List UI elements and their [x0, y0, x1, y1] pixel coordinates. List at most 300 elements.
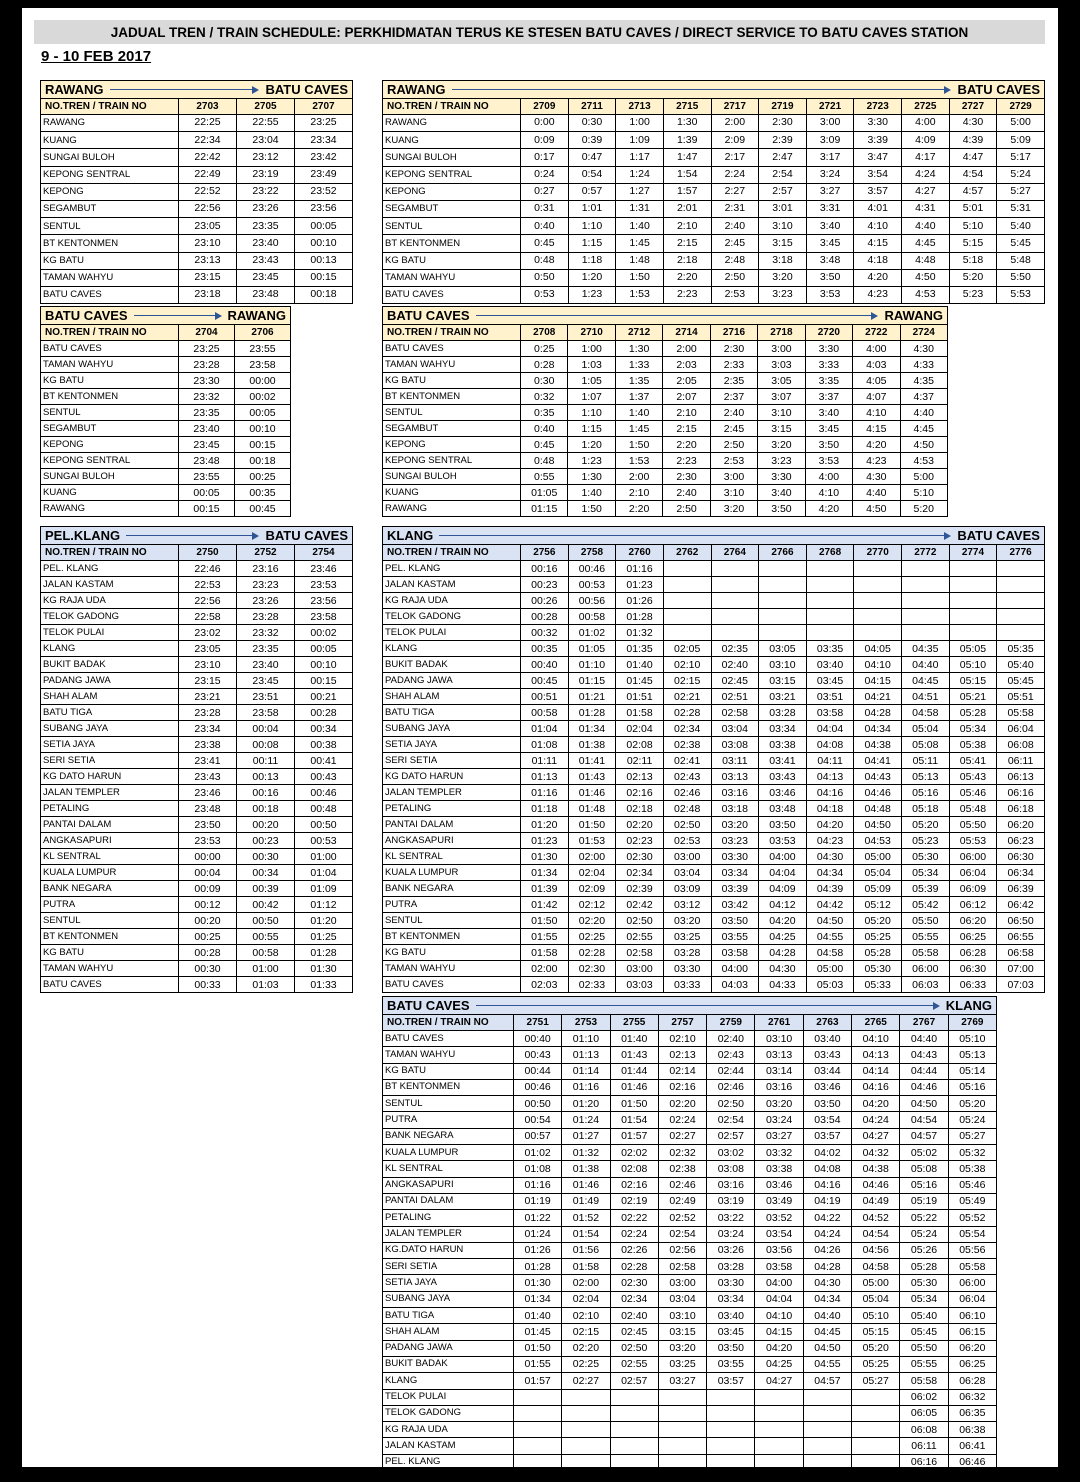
- departure-time: 23:53: [295, 577, 353, 593]
- departure-time: 04:48: [854, 801, 902, 817]
- route-title-row: [383, 81, 1045, 99]
- table-row: [41, 609, 353, 625]
- departure-time: 04:49: [852, 1193, 900, 1209]
- departure-time: [711, 561, 759, 577]
- page-title: JADUAL TREN / TRAIN SCHEDULE: PERKHIDMATAN TERUS KE STESEN BATU CAVES / DIRECT SERVICE TO BATU CAVES STATION: [34, 20, 1045, 44]
- table-row: [383, 1275, 997, 1291]
- departure-time: 2:39: [759, 132, 807, 149]
- departure-time: 02:33: [568, 977, 616, 993]
- departure-time: 03:35: [806, 641, 854, 657]
- table-row: [41, 641, 353, 657]
- station-name: PADANG JAWA: [41, 673, 179, 689]
- departure-time: 02:43: [663, 769, 711, 785]
- station-name: BANK NEGARA: [383, 881, 521, 897]
- departure-time: 02:43: [707, 1047, 755, 1063]
- departure-time: 04:58: [806, 945, 854, 961]
- departure-time: 03:46: [755, 1177, 803, 1193]
- table-row: [383, 1259, 997, 1275]
- station-name: RAWANG: [41, 115, 179, 132]
- train-number: 2729: [997, 99, 1045, 115]
- departure-time: 05:00: [854, 849, 902, 865]
- station-name: SERI SETIA: [41, 753, 179, 769]
- departure-time: 05:39: [902, 881, 950, 897]
- departure-time: 0:25: [521, 341, 568, 357]
- departure-time: 5:50: [997, 269, 1045, 286]
- departure-time: 00:23: [237, 833, 295, 849]
- table-row: [41, 269, 353, 286]
- departure-time: 2:37: [710, 389, 757, 405]
- departure-time: 1:50: [568, 501, 615, 517]
- departure-time: [514, 1454, 562, 1470]
- departure-time: 01:28: [616, 609, 664, 625]
- station-name: KL SENTRAL: [383, 1161, 514, 1177]
- departure-time: 02:21: [663, 689, 711, 705]
- departure-time: 05:15: [852, 1324, 900, 1340]
- departure-time: 05:12: [854, 897, 902, 913]
- departure-time: 01:20: [295, 913, 353, 929]
- departure-time: 06:28: [948, 1373, 996, 1389]
- departure-time: 05:10: [852, 1308, 900, 1324]
- departure-time: 4:35: [900, 373, 947, 389]
- departure-time: 3:30: [805, 341, 852, 357]
- departure-time: 04:00: [711, 961, 759, 977]
- departure-time: 23:26: [237, 200, 295, 217]
- departure-time: [663, 593, 711, 609]
- departure-time: 01:51: [616, 689, 664, 705]
- departure-time: [663, 625, 711, 641]
- station-name: BANK NEGARA: [41, 881, 179, 897]
- departure-time: 02:27: [562, 1373, 610, 1389]
- departure-time: 05:46: [948, 1177, 996, 1193]
- station-name: KEPONG: [383, 183, 521, 200]
- departure-time: 02:10: [562, 1308, 610, 1324]
- departure-time: 06:46: [948, 1454, 996, 1470]
- departure-time: 5:00: [997, 115, 1045, 132]
- route-title-row: [41, 81, 353, 99]
- departure-time: 02:28: [610, 1259, 658, 1275]
- departure-time: 01:52: [562, 1210, 610, 1226]
- departure-time: 22:56: [179, 200, 237, 217]
- departure-time: 06:11: [997, 753, 1045, 769]
- departure-time: 03:43: [759, 769, 807, 785]
- train-number: 2725: [902, 99, 950, 115]
- departure-time: 02:15: [562, 1324, 610, 1340]
- departure-time: 1:33: [615, 357, 662, 373]
- table-row: [383, 673, 1045, 689]
- departure-time: 02:58: [711, 705, 759, 721]
- table-row: [383, 1193, 997, 1209]
- departure-time: 00:05: [295, 218, 353, 235]
- departure-time: 2:27: [711, 183, 759, 200]
- departure-time: 00:15: [179, 501, 235, 517]
- train-number: 2767: [900, 1015, 948, 1031]
- departure-time: 0:28: [521, 357, 568, 373]
- departure-time: 2:17: [711, 149, 759, 166]
- departure-time: 3:10: [759, 218, 807, 235]
- departure-time: [803, 1454, 851, 1470]
- departure-time: [854, 561, 902, 577]
- table-row: [41, 183, 353, 200]
- departure-time: 03:00: [663, 849, 711, 865]
- departure-time: 23:25: [295, 115, 353, 132]
- departure-time: 03:30: [707, 1275, 755, 1291]
- departure-time: [806, 609, 854, 625]
- departure-time: 4:00: [853, 341, 900, 357]
- train-number-header-row: [41, 99, 353, 115]
- station-name: SENTUL: [41, 913, 179, 929]
- departure-time: 02:10: [658, 1031, 706, 1047]
- departure-time: 2:30: [759, 115, 807, 132]
- station-name: JALAN TEMPLER: [383, 1226, 514, 1242]
- table-row: [383, 235, 1045, 252]
- departure-time: [610, 1438, 658, 1454]
- departure-time: 2:31: [711, 200, 759, 217]
- departure-time: 5:23: [949, 286, 997, 303]
- departure-time: 03:34: [759, 721, 807, 737]
- departure-time: 02:20: [562, 1340, 610, 1356]
- departure-time: 2:00: [663, 341, 710, 357]
- departure-time: 03:28: [663, 945, 711, 961]
- table-row: [383, 485, 948, 501]
- departure-time: 1:53: [615, 453, 662, 469]
- departure-time: 01:05: [568, 641, 616, 657]
- departure-time: 23:48: [179, 453, 235, 469]
- departure-time: 2:50: [663, 501, 710, 517]
- departure-time: 1:40: [615, 405, 662, 421]
- table-row: [383, 753, 1045, 769]
- departure-time: 4:18: [854, 252, 902, 269]
- departure-time: 02:30: [610, 1275, 658, 1291]
- departure-time: 01:27: [562, 1128, 610, 1144]
- departure-time: 3:54: [854, 166, 902, 183]
- departure-time: 03:02: [707, 1145, 755, 1161]
- departure-time: 5:53: [997, 286, 1045, 303]
- departure-time: 3:57: [854, 183, 902, 200]
- route-destination: BATU CAVES: [265, 528, 349, 543]
- departure-time: 2:24: [711, 166, 759, 183]
- departure-time: 05:04: [854, 865, 902, 881]
- departure-time: 4:30: [949, 115, 997, 132]
- departure-time: 03:28: [759, 705, 807, 721]
- departure-time: 03:16: [707, 1177, 755, 1193]
- table-row: [41, 977, 353, 993]
- train-number: 2711: [568, 99, 616, 115]
- departure-time: 04:46: [854, 785, 902, 801]
- departure-time: 2:45: [711, 235, 759, 252]
- departure-time: 02:42: [616, 897, 664, 913]
- departure-time: 01:03: [237, 977, 295, 993]
- departure-time: 00:50: [295, 817, 353, 833]
- train-number: 2760: [616, 545, 664, 561]
- departure-time: 4:40: [853, 485, 900, 501]
- departure-time: 04:25: [755, 1356, 803, 1372]
- departure-time: 1:53: [616, 286, 664, 303]
- departure-time: 4:37: [900, 389, 947, 405]
- table-row: [383, 286, 1045, 303]
- departure-time: [759, 609, 807, 625]
- departure-time: 0:30: [521, 373, 568, 389]
- departure-time: 02:49: [658, 1193, 706, 1209]
- departure-time: 3:47: [854, 149, 902, 166]
- departure-time: 1:35: [615, 373, 662, 389]
- departure-time: 02:34: [610, 1291, 658, 1307]
- departure-time: 23:34: [179, 721, 237, 737]
- departure-time: 23:45: [237, 673, 295, 689]
- departure-time: 3:35: [805, 373, 852, 389]
- departure-time: 22:49: [179, 166, 237, 183]
- departure-time: 0:09: [521, 132, 569, 149]
- departure-time: 04:26: [803, 1242, 851, 1258]
- departure-time: 04:56: [852, 1242, 900, 1258]
- table-row: [383, 269, 1045, 286]
- departure-time: 00:11: [237, 753, 295, 769]
- table-row: [383, 1454, 997, 1470]
- train-number: 2761: [755, 1015, 803, 1031]
- station-name: TELOK GADONG: [383, 609, 521, 625]
- departure-time: 03:40: [806, 657, 854, 673]
- departure-time: 02:25: [568, 929, 616, 945]
- train-number: 2721: [806, 99, 854, 115]
- table-row: [383, 373, 948, 389]
- station-name: TAMAN WAHYU: [383, 357, 521, 373]
- departure-time: 04:50: [806, 913, 854, 929]
- arrow-right-icon: [476, 1001, 940, 1011]
- departure-time: 05:58: [902, 945, 950, 961]
- station-name: BATU CAVES: [41, 977, 179, 993]
- table-row: [41, 881, 353, 897]
- departure-time: 02:11: [616, 753, 664, 769]
- departure-time: 00:09: [179, 881, 237, 897]
- departure-time: 04:15: [755, 1324, 803, 1340]
- departure-time: 03:20: [711, 817, 759, 833]
- departure-time: [806, 593, 854, 609]
- train-number: 2776: [997, 545, 1045, 561]
- station-name: KEPONG: [41, 183, 179, 200]
- table-row: [383, 689, 1045, 705]
- departure-time: 01:43: [610, 1047, 658, 1063]
- departure-time: 1:10: [568, 218, 616, 235]
- table-row: [383, 1112, 997, 1128]
- departure-time: 02:40: [610, 1308, 658, 1324]
- departure-time: 3:37: [805, 389, 852, 405]
- table-row: [383, 1128, 997, 1144]
- train-number: 2757: [658, 1015, 706, 1031]
- station-name: BATU TIGA: [41, 705, 179, 721]
- departure-time: 5:20: [949, 269, 997, 286]
- departure-time: 5:40: [997, 218, 1045, 235]
- table-row: [383, 200, 1045, 217]
- departure-time: 2:30: [710, 341, 757, 357]
- departure-time: 01:14: [562, 1063, 610, 1079]
- station-name: BT KENTONMEN: [41, 389, 179, 405]
- station-name: BT KENTONMEN: [383, 1079, 514, 1095]
- departure-time: 06:18: [997, 801, 1045, 817]
- departure-time: 00:34: [237, 865, 295, 881]
- departure-time: 02:40: [711, 657, 759, 673]
- departure-time: 3:10: [758, 405, 805, 421]
- departure-time: 2:54: [759, 166, 807, 183]
- departure-time: 02:05: [663, 641, 711, 657]
- departure-time: 05:38: [949, 737, 997, 753]
- departure-time: 05:34: [900, 1291, 948, 1307]
- departure-time: 23:50: [179, 817, 237, 833]
- departure-time: 1:45: [615, 421, 662, 437]
- departure-time: 01:50: [568, 817, 616, 833]
- timetable-batu-caves-to-rawang-evening: [40, 306, 291, 517]
- table-row: [383, 1079, 997, 1095]
- table-row: [41, 865, 353, 881]
- departure-time: 2:15: [663, 421, 710, 437]
- table-row: [383, 1356, 997, 1372]
- departure-time: 00:25: [179, 929, 237, 945]
- departure-time: 05:24: [900, 1226, 948, 1242]
- departure-time: 02:35: [711, 641, 759, 657]
- departure-time: 01:33: [295, 977, 353, 993]
- table-row: [383, 913, 1045, 929]
- table-row: [383, 252, 1045, 269]
- departure-time: 06:34: [997, 865, 1045, 881]
- departure-time: 01:15: [521, 501, 568, 517]
- departure-time: 02:45: [610, 1324, 658, 1340]
- departure-time: 4:20: [854, 269, 902, 286]
- departure-time: 03:38: [755, 1161, 803, 1177]
- departure-time: 00:28: [179, 945, 237, 961]
- train-number: 2718: [758, 325, 805, 341]
- table-row: [383, 1145, 997, 1161]
- departure-time: 01:41: [568, 753, 616, 769]
- departure-time: 01:45: [514, 1324, 562, 1340]
- departure-time: 00:20: [179, 913, 237, 929]
- departure-time: 3:50: [806, 269, 854, 286]
- departure-time: 00:48: [295, 801, 353, 817]
- departure-time: [610, 1422, 658, 1438]
- departure-time: 22:46: [179, 561, 237, 577]
- departure-time: 03:09: [663, 881, 711, 897]
- station-name: BT KENTONMEN: [383, 235, 521, 252]
- departure-time: 03:13: [711, 769, 759, 785]
- departure-time: 06:15: [948, 1324, 996, 1340]
- departure-time: 00:40: [521, 657, 569, 673]
- departure-time: 22:55: [237, 115, 295, 132]
- station-name: BUKIT BADAK: [383, 1356, 514, 1372]
- departure-time: 23:28: [179, 705, 237, 721]
- departure-time: 2:20: [663, 269, 711, 286]
- departure-time: 01:34: [568, 721, 616, 737]
- departure-time: 05:19: [900, 1193, 948, 1209]
- departure-time: 23:58: [235, 357, 291, 373]
- departure-time: 02:56: [658, 1242, 706, 1258]
- departure-time: 01:16: [616, 561, 664, 577]
- departure-time: 4:20: [805, 501, 852, 517]
- departure-time: 5:18: [949, 252, 997, 269]
- departure-time: 05:42: [902, 897, 950, 913]
- departure-time: 23:58: [237, 705, 295, 721]
- departure-time: 05:28: [854, 945, 902, 961]
- departure-time: 0:32: [521, 389, 568, 405]
- departure-time: 05:20: [902, 817, 950, 833]
- departure-time: 2:53: [710, 453, 757, 469]
- departure-time: 00:33: [179, 977, 237, 993]
- departure-time: 01:09: [295, 881, 353, 897]
- departure-time: 23:38: [179, 737, 237, 753]
- departure-time: 06:20: [948, 1340, 996, 1356]
- departure-time: 00:05: [179, 485, 235, 501]
- departure-time: 22:42: [179, 149, 237, 166]
- departure-time: 02:30: [568, 961, 616, 977]
- table-row: [41, 625, 353, 641]
- departure-time: 01:44: [610, 1063, 658, 1079]
- table-row: [383, 769, 1045, 785]
- departure-time: 02:22: [610, 1210, 658, 1226]
- departure-time: 05:23: [902, 833, 950, 849]
- departure-time: 04:38: [854, 737, 902, 753]
- departure-time: 23:04: [237, 132, 295, 149]
- table-row: [383, 561, 1045, 577]
- departure-time: [854, 609, 902, 625]
- departure-time: 2:18: [663, 252, 711, 269]
- table-row: [383, 817, 1045, 833]
- departure-time: [997, 561, 1045, 577]
- departure-time: 4:54: [949, 166, 997, 183]
- arrow-right-icon: [439, 531, 951, 541]
- departure-time: 05:45: [997, 673, 1045, 689]
- table-row: [41, 405, 291, 421]
- station-name: PADANG JAWA: [383, 673, 521, 689]
- table-row: [41, 737, 353, 753]
- route-destination: KLANG: [945, 998, 993, 1013]
- departure-time: 4:17: [902, 149, 950, 166]
- departure-time: 04:45: [902, 673, 950, 689]
- departure-time: 04:16: [806, 785, 854, 801]
- departure-time: 23:55: [179, 469, 235, 485]
- departure-time: 23:42: [295, 149, 353, 166]
- departure-time: 5:15: [949, 235, 997, 252]
- departure-time: 04:10: [852, 1031, 900, 1047]
- departure-time: 3:10: [710, 485, 757, 501]
- departure-time: 3:01: [759, 200, 807, 217]
- departure-time: 05:52: [948, 1210, 996, 1226]
- departure-time: 4:15: [854, 235, 902, 252]
- table-row: [383, 115, 1045, 132]
- departure-time: 03:56: [755, 1242, 803, 1258]
- departure-time: 04:03: [711, 977, 759, 993]
- departure-time: 05:20: [854, 913, 902, 929]
- departure-time: 06:32: [948, 1389, 996, 1405]
- departure-time: 02:20: [568, 913, 616, 929]
- departure-time: 00:54: [514, 1112, 562, 1128]
- departure-time: 06:25: [949, 929, 997, 945]
- departure-time: 03:25: [663, 929, 711, 945]
- departure-time: 1:05: [568, 373, 615, 389]
- departure-time: 2:15: [663, 235, 711, 252]
- departure-time: 22:25: [179, 115, 237, 132]
- table-row: [41, 945, 353, 961]
- departure-time: 02:54: [658, 1226, 706, 1242]
- station-name: BT KENTONMEN: [383, 929, 521, 945]
- route-origin: KLANG: [387, 528, 434, 543]
- station-name: KG RAJA UDA: [383, 1422, 514, 1438]
- departure-time: 5:24: [997, 166, 1045, 183]
- station-name: PEL. KLANG: [41, 561, 179, 577]
- departure-time: 1:18: [568, 252, 616, 269]
- departure-time: 23:12: [237, 149, 295, 166]
- departure-time: 06:25: [948, 1356, 996, 1372]
- departure-time: [949, 609, 997, 625]
- departure-time: 00:15: [295, 673, 353, 689]
- departure-time: 22:53: [179, 577, 237, 593]
- departure-time: 05:10: [948, 1031, 996, 1047]
- departure-time: 02:15: [663, 673, 711, 689]
